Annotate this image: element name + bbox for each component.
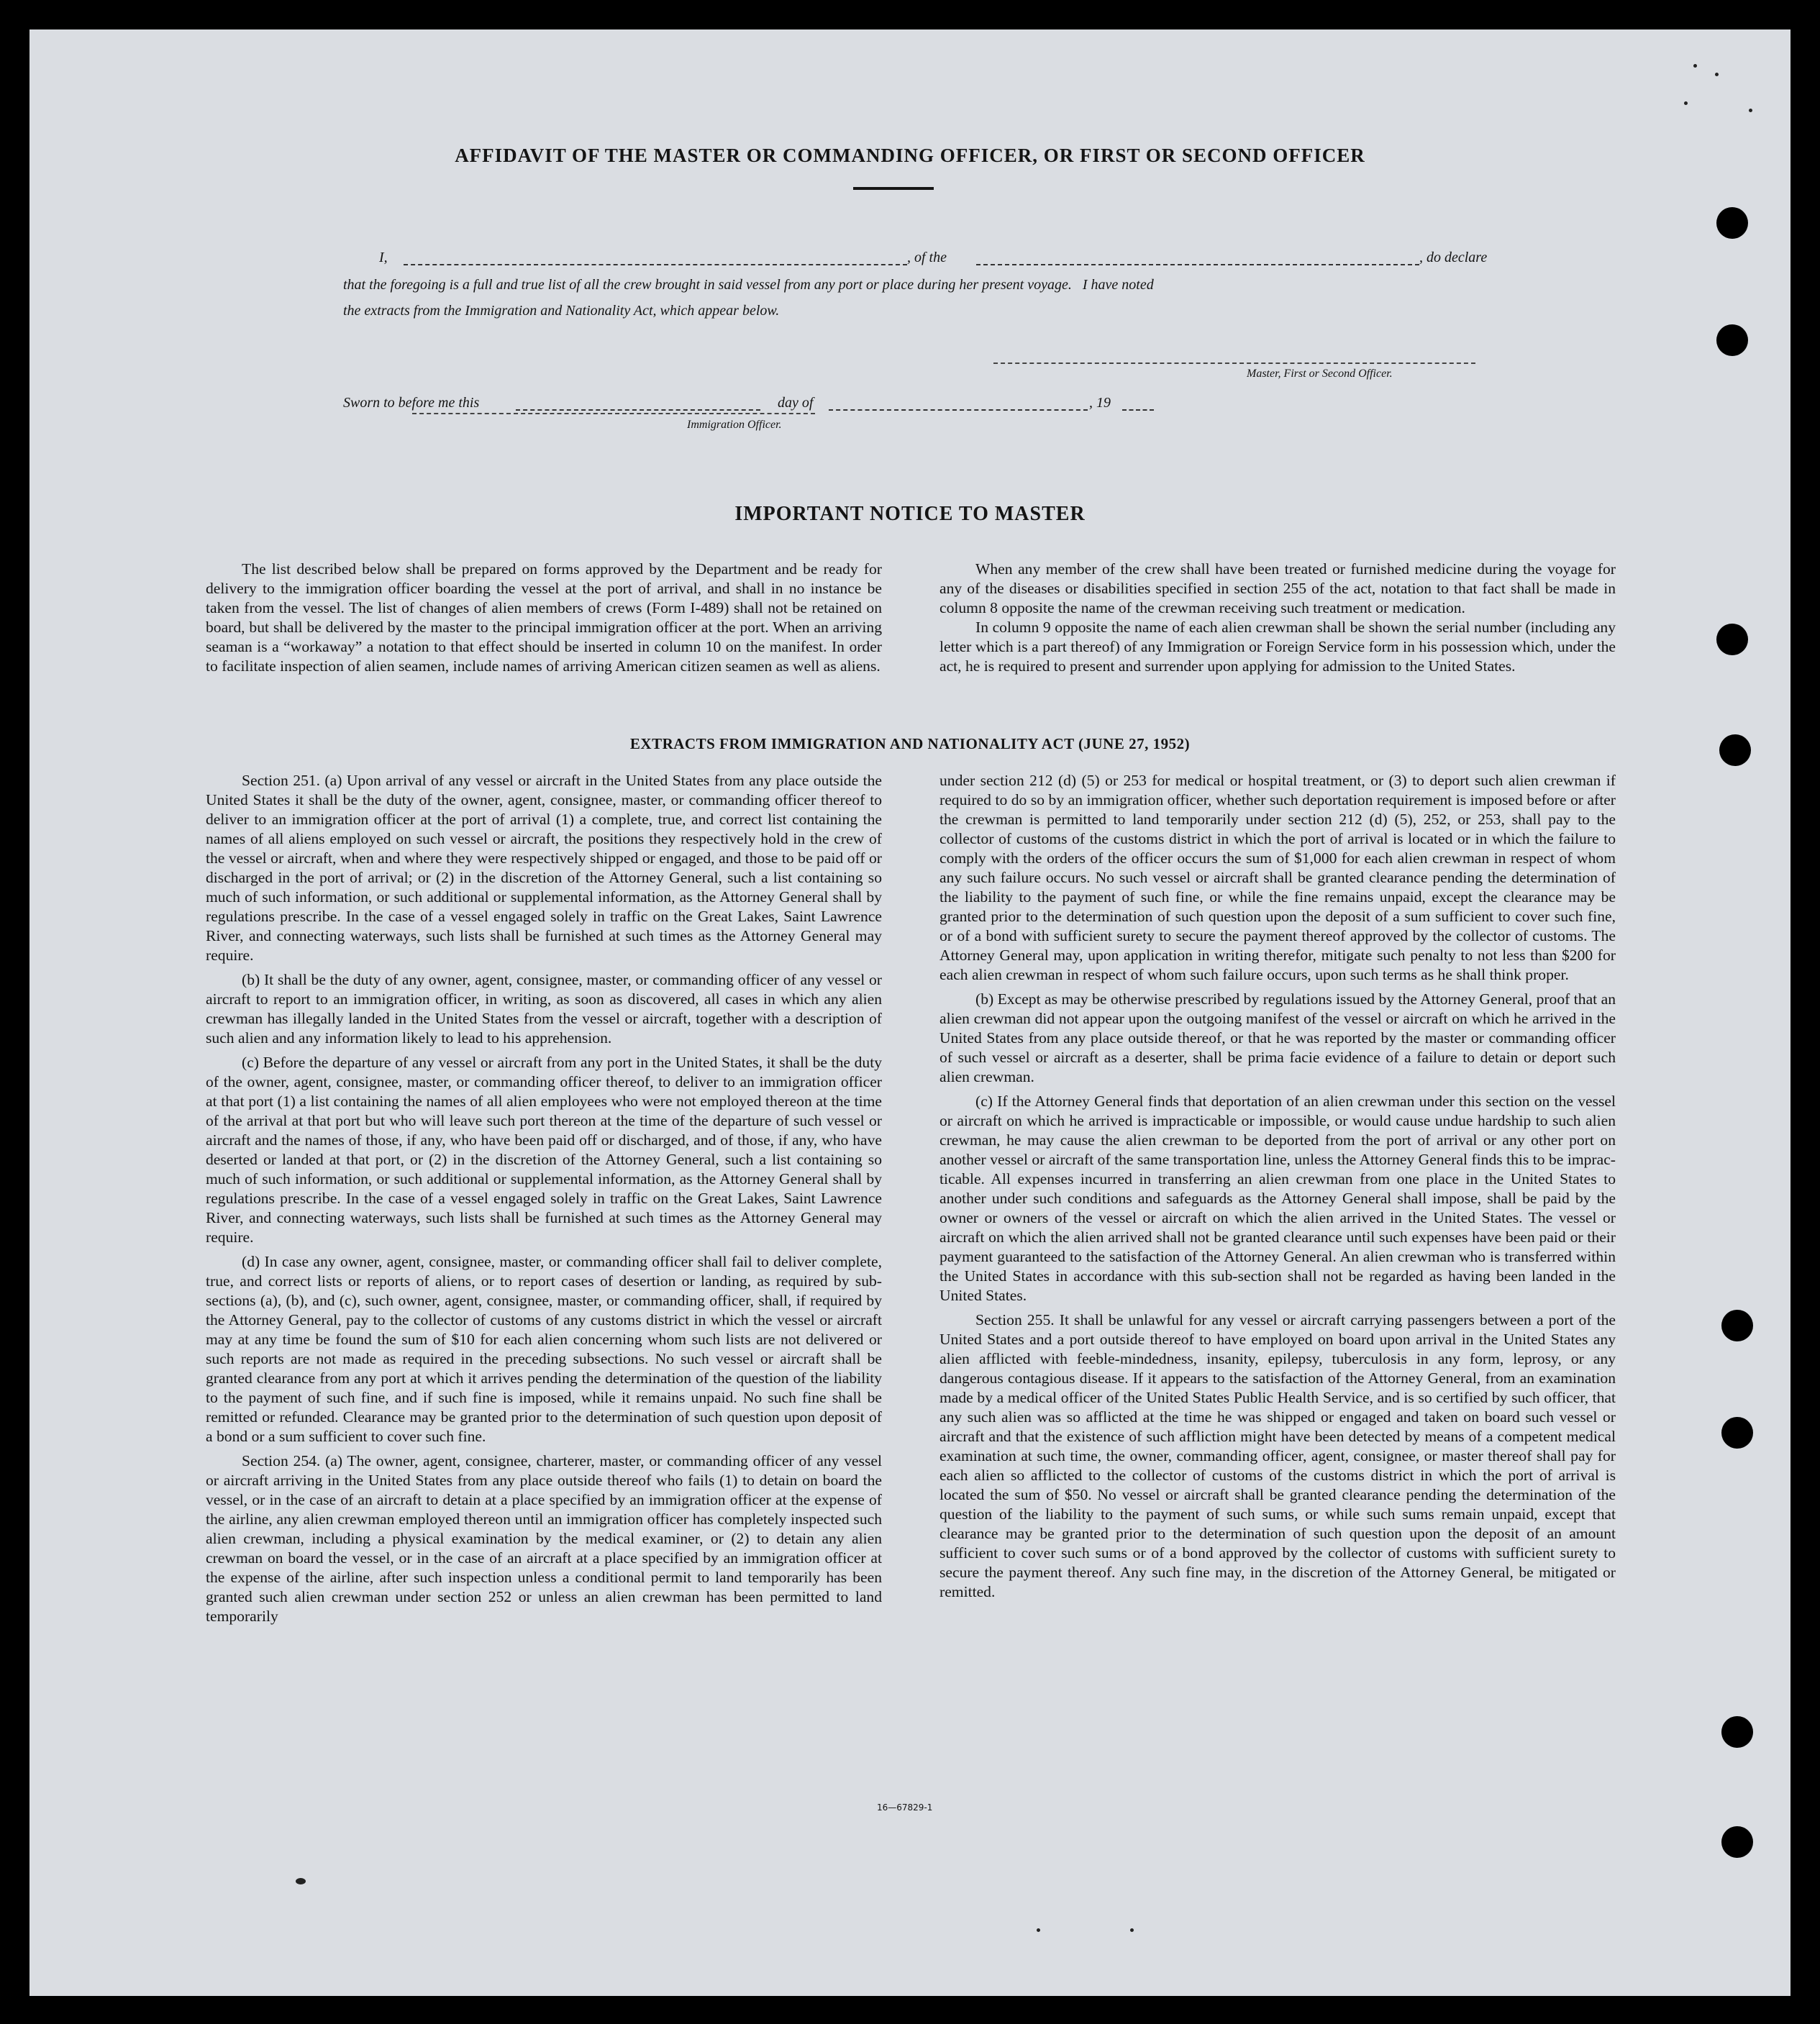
form-code: 16—67829-1 (877, 1802, 933, 1813)
punch-hole (1716, 207, 1748, 239)
notice-right-column (939, 560, 1616, 676)
of-the-label: , of the (907, 250, 947, 265)
section-251-d: (d) In case any owner, agent, consignee, master, or commanding officer shall fail to deliver complete, true, and correct lists or reports of aliens, or to report cases of desertion or landing, as required by sub-sections (a), (b), and (c), such owner, agent, consignee, master, or commanding officer, shall, if required by the Attorney General, pay to the collector of customs of any customs district in which the vessel or aircraft may at any time be found the sum of $10 for each alien concerning whom such lists are not delivered or such reports are not made as required in the preceding subsections. No such vessel or aircraft shall be granted clearance from any port at which it arrives pending the determination of the question of the liability to the payment of such fine, and if such fine is imposed, while it remains unpaid. No such fine shall be remitted or refunded. Clearance may be granted prior to the determination of such question upon deposit of a bond or a sum sufficient to cover such fine. (206, 1253, 882, 1445)
section-254-a: Section 254. (a) The owner, agent, consignee, charterer, master, or commanding officer of any vessel or aircraft arriving in the United States from any place outside thereof who fails (1) to detain on board the vessel, or in the case of an aircraft to detain at a place specified by an immigration officer at the expense of the airline, any alien crewman employed thereon until an immigration officer has completely inspected such alien crewman, including a physical examination by the medical examiner, or (2) to detain any alien crewman on board the vessel, or in the case of an aircraft at a place specified by an immigration officer at the expense of the airline, after such inspection unless a conditional permit to land temporarily has been granted such alien crewman under section 252 or unless an alien crewman has been permitted to land temporarily (206, 1452, 882, 1625)
extracts-right-column (939, 771, 1616, 1607)
section-254-c: (c) If the Attorney General finds that deportation of an alien crewman under this section on the vessel or aircraft on which he arrived is impracticable or impossible, or would cause undue hardship to such alien crewman, he may cause the alien crewman to be deported from the port of arrival or any other port on another vessel or aircraft of the same transportation line, unless the Attorney General finds this to be impracticable. All expenses incurred in transferring an alien crewman from one place in the United States to another under such conditions and safeguards as the Attorney General shall impose, shall be paid by the owner or owners of the vessel or aircraft on which the alien arrived in the United States. The vessel or aircraft on which the alien arrived shall not be granted clearance until such expenses have been paid or their payment guaranteed to the satisfaction of the Attorney General. An alien crewman who is transferred within the United States in accordance with this sub-section shall not be regarded as having been landed in the United States. (939, 1093, 1616, 1304)
day-of-label: day of (778, 395, 814, 411)
extracts-title: EXTRACTS FROM IMMIGRATION AND NATIONALITY ACT (JUNE 27, 1952) (629, 735, 1191, 752)
extracts-left-column (206, 771, 882, 1631)
section-254-b: (b) Except as may be otherwise prescribed by regulations issued by the Attorney General, proof that an alien crewman did not appear upon the outgoing manifest of the vessel or aircraft on which he arrived in the United States from any place outside thereof, or that he was reported by the master or commanding officer of such vessel or aircraft as a deserter, shall be prima facie evidence of a failure to detain or deport such alien crewman. (939, 990, 1616, 1085)
section-251-a: Section 251. (a) Upon arrival of any vessel or aircraft in the United States from any place outside the United States it shall be the duty of the owner, agent, consignee, master, or commanding officer thereof to deliver to an immigration officer at the port of arrival (1) a complete, true, and correct list containing the names of all aliens employed on such vessel or aircraft, the positions they respectively hold in the crew of the vessel or aircraft, when and where they were respectively shipped or engaged, and those to be paid off or discharged in the port of arrival; or (2) in the discretion of the Attorney General, such a list containing so much of such information, or such additional or supplemental information, as the Attorney General shall by regulations prescribe. In the case of a vessel engaged solely in traffic on the Great Lakes, Saint Lawrence River, and connecting waterways, such lists shall be furnished at such times as the Attorney General may require. (206, 772, 882, 964)
sworn-month-field[interactable] (829, 395, 1088, 411)
do-declare-label: , do declare (1419, 250, 1488, 265)
section-254-a-continued: under section 212 (d) (5) or 253 for medical or hospital treatment, or (3) to deport such alien crewman if required to do so by an immigration officer, whether such deportation requirement is imposed before or after the crewman is permitted to land temporarily under section 212 (d) (5), 252, or 253, shall pay to the collector of customs of the customs district in which the port of arrival is located or in which the failure to comply with the orders of the officer occurs the sum of $1,000 for each alien crewman in respect of whom any such failure occurs. No such vessel or aircraft shall be granted clearance pending the determination of the liability to the payment of such fine, or while the fine remains unpaid, except the clearance may be granted prior to the determination of such question upon the deposit of a sum sufficient to cover such fine, or of a bond with sufficient surety to secure the payment thereof approved by the collector of customs. The Attorney General may, upon application in writing therefor, mitigate such penalty to not less than $200 for each alien crewman in respect of whom such failure occurs, upon such terms as he shall think proper. (939, 772, 1616, 983)
sworn-year-field[interactable] (1122, 395, 1154, 411)
document-page (29, 29, 1791, 1996)
section-255: Section 255. It shall be unlawful for any vessel or aircraft carrying passengers between a port of the United States and a port outside thereof to have employed on board upon arrival in the United States any alien afflicted with feeble-mindedness, insanity, epilepsy, tuberculosis in any form, leprosy, or any dangerous contagious disease. If it appears to the satisfaction of the Attorney General, from an examination made by a medical officer of the United States Public Health Service, and is so certified by such officer, that any such alien was so afflicted at the time he was shipped or engaged and taken on board such vessel or aircraft and that the existence of such affliction might have been detected by means of a competent medical examination at such time, the owner, commanding officer, agent, consignee, or master thereof shall pay for each alien so afflicted to the collector of customs of the customs district in which the port of arrival is located the sum of $50. No vessel or aircraft shall be granted clearance pending the determination of the question of the liability to the payment of such sums, or while such sums remain unpaid, except that clearance may be granted prior to the determination of such question upon the deposit of an amount sufficient to cover such sums or of a bond approved by the collector of customs with sufficient surety to secure the payment thereof. Any such fine may, in the discretion of the Attorney General, be mitigated or remitted. (939, 1311, 1616, 1600)
title-divider (853, 187, 934, 190)
year-label: , 19 (1089, 395, 1111, 411)
notice-right-paragraph: When any member of the crew shall have been treated or furnished medicine during the voyage for any of the diseases or disabilities specified in section 255 of the act, notation to that fact shall be made in column 8 opposite the name of the crewman receiving such treatment or medication. (939, 560, 1616, 616)
master-signature-line[interactable] (993, 363, 1475, 364)
notice-right-paragraph: In column 9 opposite the name of each alien crewman shall be shown the serial number (including any letter which is a part thereof) of any Immigration or Foreign Service form in his possession which, under the act, he is required to present and surrender upon applying for admission to the United States. (939, 619, 1616, 675)
sworn-label: Sworn to before me this (343, 395, 480, 411)
notice-left-column (206, 560, 882, 676)
speck (1749, 109, 1752, 112)
vessel-name-field[interactable] (976, 250, 1419, 265)
speck (1715, 73, 1719, 76)
section-251-b: (b) It shall be the duty of any owner, agent, consignee, master, or commanding officer of any vessel or aircraft to report to an immigration officer, in writing, as soon as discovered, all cases in which any alien crewman has illegally landed in the United States from the vessel or aircraft, together with a description of such alien and any information likely to lead to his apprehension. (206, 971, 882, 1047)
notice-left-paragraph: The list described below shall be prepared on forms approved by the Department and be ready for delivery to the immigration officer boarding the vessel at the port of arrival, and shall in no instance be taken from the vessel. The list of changes of alien members of crews (Form I-489) shall not be retained on board, but shall be delivered by the master to the principal immigration officer at the port. When an arriving seaman is a “workaway” a notation to that effect should be inserted in column 10 on the manifest. In order to facilitate inspection of alien seamen, include names of arriving American citizen seamen as well as aliens. (206, 560, 882, 675)
speck (1037, 1928, 1040, 1932)
speck (1684, 101, 1688, 105)
section-251-c: (c) Before the departure of any vessel or aircraft from any port in the United States, it shall be the duty of the owner, agent, consignee, master, or commanding officer thereof, to deliver to an immigration officer at that port (1) a list containing the names of all alien employees who were not employed thereon at the time of the arrival at that port but who will leave such port thereon at the time of the departure of such vessel or aircraft and the names of those, if any, who have been paid off or discharged, and of those, if any, who have deserted or landed at that port, or (2) in the discretion of the Attorney General, such a list containing so much of such information, or such additional or supplemental information, as the Attorney General shall by regulations prescribe. In the case of a vessel engaged solely in traffic on the Great Lakes, Saint Lawrence River, and connecting waterways, such lists shall be furnished at such times as the Attorney General may require. (206, 1054, 882, 1246)
master-signature-caption: Master, First or Second Officer. (1247, 368, 1393, 380)
speck (1130, 1928, 1134, 1932)
speck (1693, 64, 1697, 68)
punch-hole (1721, 1716, 1753, 1748)
sworn-day-field[interactable] (516, 395, 760, 411)
officer-signature-caption: Immigration Officer. (687, 419, 782, 431)
declarant-name-field[interactable] (404, 250, 907, 265)
affidavit-title: AFFIDAVIT OF THE MASTER OR COMMANDING OFFICER, OR FIRST OR SECOND OFFICER (455, 145, 1365, 166)
punch-hole (1721, 1310, 1753, 1341)
punch-hole (1716, 624, 1748, 655)
officer-signature-line[interactable] (412, 413, 815, 414)
punch-hole (1721, 1417, 1753, 1449)
punch-hole (1719, 734, 1751, 766)
punch-hole (1721, 1826, 1753, 1858)
notice-title: IMPORTANT NOTICE TO MASTER (734, 503, 1086, 525)
declaration-line-3: the extracts from the Immigration and Nationality Act, which appear below. (343, 303, 780, 319)
punch-hole (1716, 324, 1748, 356)
declarant-label: I, (379, 250, 388, 265)
declaration-line-2: that the foregoing is a full and true list of all the crew brought in said vessel from any port or place during her present voyage. I have noted (343, 277, 1154, 293)
speck (296, 1878, 306, 1884)
